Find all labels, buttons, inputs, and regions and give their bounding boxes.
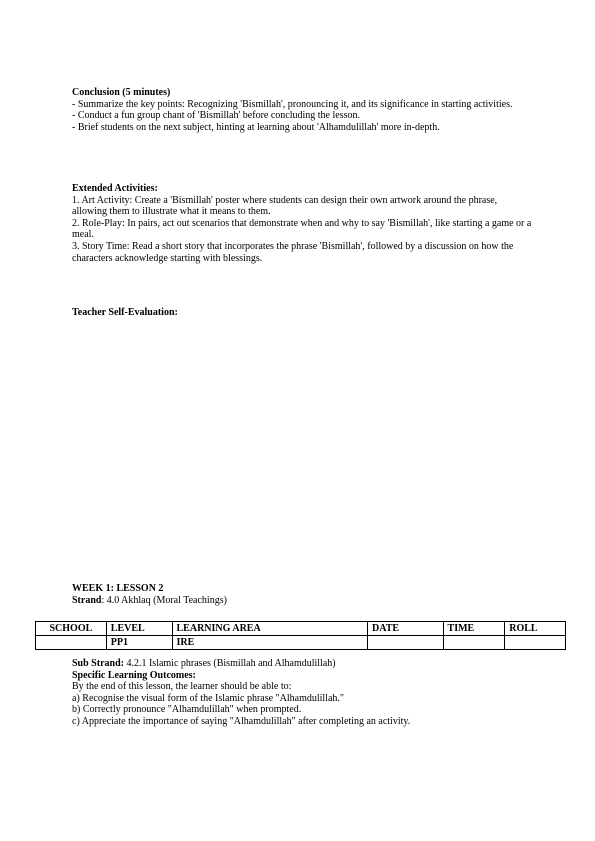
sub-strand-line [72,658,532,670]
conclusion-line-2: - Conduct a fun group chant of 'Bismillah' before concluding the lesson. [72,110,360,122]
conclusion-line-3: - Brief students on the next subject, hinting at learning about 'Alhamdulillah' more in-depth. [72,121,440,133]
strand-label: Strand [72,594,102,606]
outcome-item-c: c) Appreciate the importance of saying "Alhamdulillah" after completing an activity. [72,715,411,727]
cell-school [36,636,107,650]
extended-item-1: 1. Art Activity: Create a 'Bismillah' poster where students can design their own artwork around the phrase, allowing them to illustrate what it means to them. [72,194,498,218]
extended-item-3: 3. Story Time: Read a short story that incorporates the phrase 'Bismillah', followed by a discussion on how the characters acknowledge starting with blessings. [72,240,514,264]
extended-heading: Extended Activities: [72,183,158,194]
header-date: DATE [368,622,444,636]
extended-item-2: 2. Role-Play: In pairs, act out scenarios that demonstrate when and why to say 'Bismillah', like starting a game or a meal. [72,217,532,241]
lesson-title: WEEK 1: LESSON 2 [72,583,164,594]
self-evaluation-section [72,307,532,319]
lesson-header [72,583,532,606]
outcome-item-a: a) Recognise the visual form of the Islamic phrase "Alhamdulillah." [72,692,344,704]
header-level: LEVEL [106,622,172,636]
outcomes-heading: Specific Learning Outcomes: [72,669,196,681]
self-evaluation-heading: Teacher Self-Evaluation: [72,307,178,318]
table-header-row [36,622,566,636]
header-school: SCHOOL [36,622,107,636]
sub-strand-label: Sub Strand: [72,658,124,669]
lesson-info-table [35,621,566,650]
outcomes-intro: By the end of this lesson, the learner should be able to: [72,681,292,693]
sub-strand-value: 4.2.1 Islamic phrases (Bismillah and Alhamdulillah) [123,658,336,669]
outcome-item-b: b) Correctly pronounce "Alhamdulillah" when prompted. [72,704,302,716]
header-learning-area: LEARNING AREA [172,622,367,636]
strand-line [72,595,532,607]
strand-value: : 4.0 Akhlaq (Moral Teachings) [101,594,227,606]
header-roll: ROLL [505,622,566,636]
table-row [36,636,566,650]
cell-learning-area: IRE [172,636,367,650]
cell-level: PP1 [106,636,172,650]
cell-time [443,636,505,650]
conclusion-section [72,87,532,133]
cell-date [368,636,444,650]
extended-activities-section [72,183,532,264]
learning-outcomes-section [72,658,532,728]
conclusion-heading: Conclusion (5 minutes) [72,87,171,98]
header-time: TIME [443,622,505,636]
cell-roll [505,636,566,650]
conclusion-line-1: - Summarize the key points: Recognizing 'Bismillah', pronouncing it, and its significance in starting activities. [72,98,513,110]
